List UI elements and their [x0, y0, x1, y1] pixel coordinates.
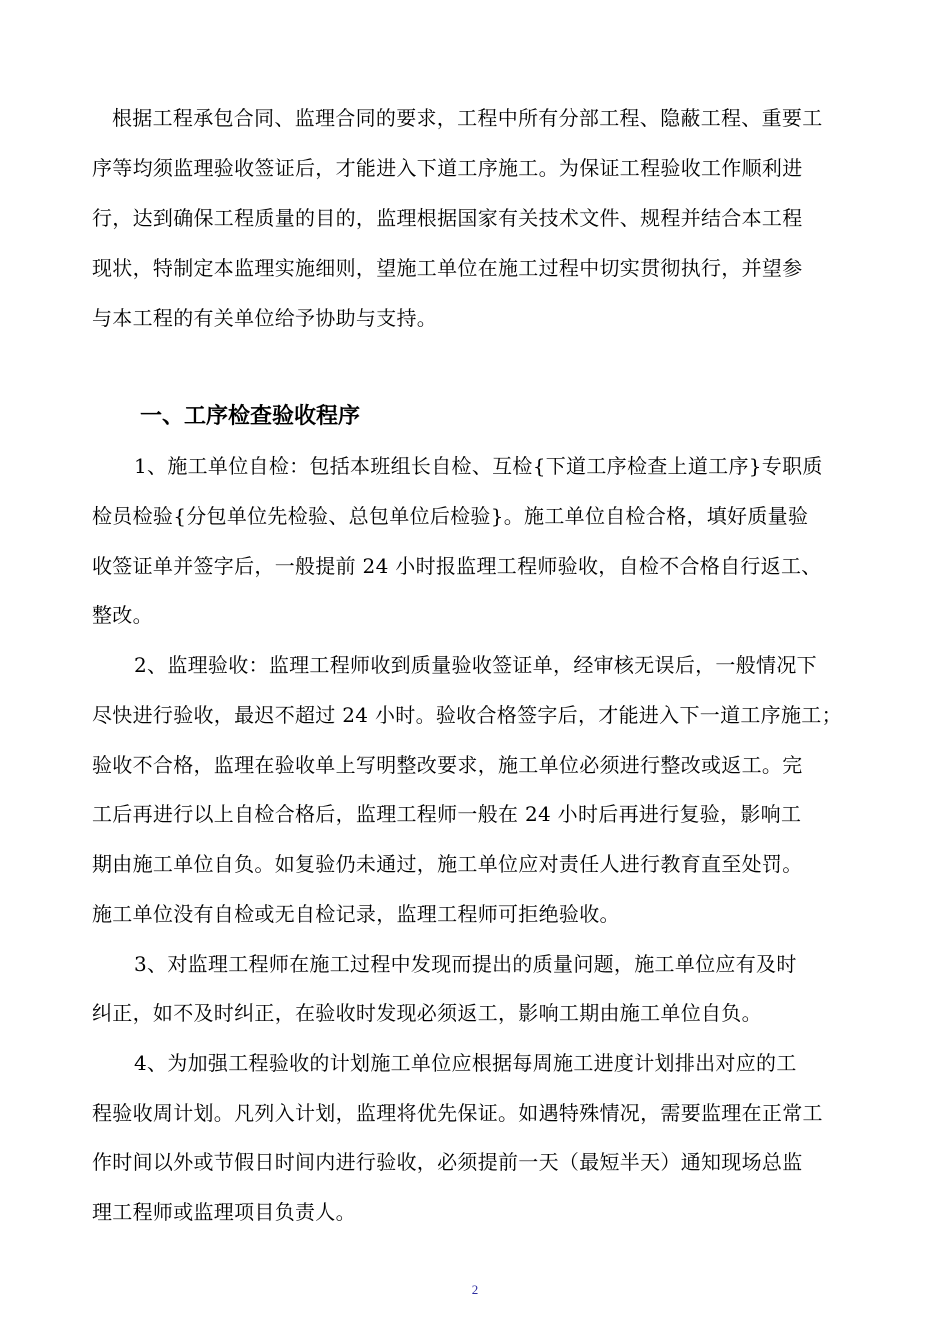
- item-2-line: 期由施工单位自负。如复验仍未通过，施工单位应对责任人进行教育直至处罚。: [92, 852, 803, 876]
- page-number: 2: [471, 1282, 479, 1297]
- item-4-line: 4、为加强工程验收的计划施工单位应根据每周施工进度计划排出对应的工: [134, 1051, 797, 1075]
- item-1-line: 1、施工单位自检：包括本班组长自检、互检{下道工序检查上道工序}专职质: [134, 454, 823, 478]
- item-1-line: 整改。: [92, 603, 153, 627]
- item-2-line: 尽快进行验收，最迟不超过 24 小时。验收合格签字后，才能进入下一道工序施工；: [92, 703, 842, 727]
- item-2-line: 验收不合格，监理在验收单上写明整改要求，施工单位必须进行整改或返工。完: [92, 753, 803, 777]
- intro-line: 现状，特制定本监理实施细则，望施工单位在施工过程中切实贯彻执行，并望参: [92, 256, 803, 280]
- item-1-line: 收签证单并签字后，一般提前 24 小时报监理工程师验收，自检不合格自行返工、: [92, 554, 822, 578]
- item-1-line: 检员检验{分包单位先检验、总包单位后检验}。施工单位自检合格，填好质量验: [92, 504, 809, 528]
- item-4-line: 理工程师或监理项目负责人。: [92, 1200, 356, 1224]
- intro-line: 行，达到确保工程质量的目的，监理根据国家有关技术文件、规程并结合本工程: [92, 206, 803, 230]
- intro-line: 序等均须监理验收签证后，才能进入下道工序施工。为保证工程验收工作顺利进: [92, 156, 803, 180]
- intro-line: 与本工程的有关单位给予协助与支持。: [92, 306, 438, 330]
- item-4-line: 程验收周计划。凡列入计划，监理将优先保证。如遇特殊情况，需要监理在正常工: [92, 1101, 823, 1125]
- section-title: 一、工序检查验收程序: [140, 404, 361, 429]
- item-2-line: 2、监理验收：监理工程师收到质量验收签证单，经审核无误后，一般情况下: [134, 653, 817, 677]
- intro-line: 根据工程承包合同、监理合同的要求，工程中所有分部工程、隐蔽工程、重要工: [112, 106, 823, 130]
- item-2-line: 施工单位没有自检或无自检记录，监理工程师可拒绝验收。: [92, 902, 620, 926]
- item-2-line: 工后再进行以上自检合格后，监理工程师一般在 24 小时后再进行复验，影响工: [92, 802, 802, 826]
- item-3-line: 3、对监理工程师在施工过程中发现而提出的质量问题，施工单位应有及时: [134, 952, 797, 976]
- item-4-line: 作时间以外或节假日时间内进行验收，必须提前一天（最短半天）通知现场总监: [92, 1150, 803, 1174]
- item-3-line: 纠正，如不及时纠正，在验收时发现必须返工，影响工期由施工单位自负。: [92, 1001, 762, 1025]
